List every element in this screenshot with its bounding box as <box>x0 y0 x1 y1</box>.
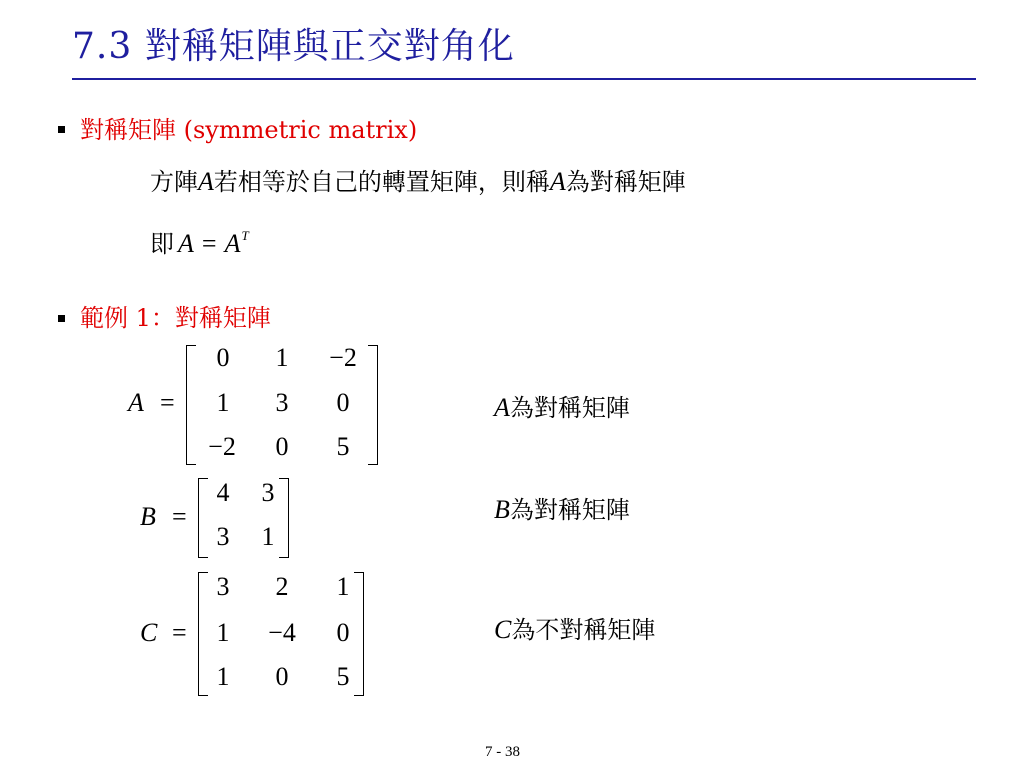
formula-lhs: A <box>178 229 194 258</box>
var-a: A <box>549 167 566 196</box>
right-bracket <box>279 478 289 558</box>
matrix-cell: 1 <box>216 618 230 647</box>
matrix-cell: −4 <box>268 618 296 647</box>
matrix-b-description <box>494 490 630 525</box>
matrix-label: A <box>128 388 144 417</box>
matrix-cell: 1 <box>216 662 230 691</box>
definition-formula <box>150 224 248 259</box>
matrix-cell: 3 <box>216 572 230 601</box>
matrix-cell: −2 <box>208 432 236 461</box>
bullet-marker <box>58 315 65 322</box>
matrix-cell: 1 <box>275 343 289 372</box>
matrix-cell: 4 <box>216 478 230 507</box>
matrix-c-description <box>494 610 655 645</box>
slide-title: 7.3 對稱矩陣與正交對角化 <box>72 26 515 67</box>
equals-sign: = <box>172 618 187 647</box>
matrix-label: B <box>140 502 156 531</box>
left-bracket <box>186 345 196 465</box>
equals-sign: = <box>160 388 175 417</box>
matrix-a-description <box>494 388 630 423</box>
right-bracket <box>354 572 364 696</box>
definition-text-b: 若相等於自己的轉置矩陣，則稱 <box>213 168 550 196</box>
equals-sign: = <box>172 502 187 531</box>
matrix-cell: 1 <box>336 572 350 601</box>
page-number: 7 - 38 <box>485 744 520 760</box>
matrix-cell: 0 <box>336 388 350 417</box>
formula-prefix: 即 <box>150 230 174 258</box>
matrix-cell: 1 <box>261 522 275 551</box>
bullet-marker <box>58 126 65 133</box>
formula-rhs: A <box>224 229 241 258</box>
title-underline <box>72 78 976 80</box>
section-heading-symmetric-matrix: 對稱矩陣 (symmetric matrix) <box>80 116 418 144</box>
matrix-cell: −2 <box>329 343 357 372</box>
matrix-cell: 0 <box>216 343 230 372</box>
desc-var: B <box>494 495 510 524</box>
matrix-cell: 0 <box>275 432 289 461</box>
matrix-cell: 0 <box>275 662 289 691</box>
matrix-cell: 5 <box>336 662 350 691</box>
desc-text: 為對稱矩陣 <box>509 496 630 524</box>
definition-text-c: 為對稱矩陣 <box>565 168 686 196</box>
matrix-cell: 3 <box>216 522 230 551</box>
var-a: A <box>198 167 214 196</box>
formula-equals: = <box>201 229 217 258</box>
matrix-cell: 3 <box>261 478 275 507</box>
desc-text: 為不對稱矩陣 <box>511 616 656 644</box>
section-heading-example: 範例 1：對稱矩陣 <box>80 304 271 332</box>
desc-var: C <box>494 615 512 644</box>
matrix-cell: 3 <box>275 388 289 417</box>
desc-var: A <box>494 393 510 422</box>
transpose-superscript: T <box>241 228 249 243</box>
matrix-cell: 1 <box>216 388 230 417</box>
matrix-cell: 5 <box>336 432 350 461</box>
right-bracket <box>368 345 378 465</box>
definition-text-a: 方陣 <box>150 168 198 196</box>
matrix-cell: 0 <box>336 618 350 647</box>
definition-line <box>150 162 686 197</box>
matrix-cell: 2 <box>275 572 289 601</box>
matrix-label: C <box>140 618 158 647</box>
desc-text: 為對稱矩陣 <box>509 394 630 422</box>
